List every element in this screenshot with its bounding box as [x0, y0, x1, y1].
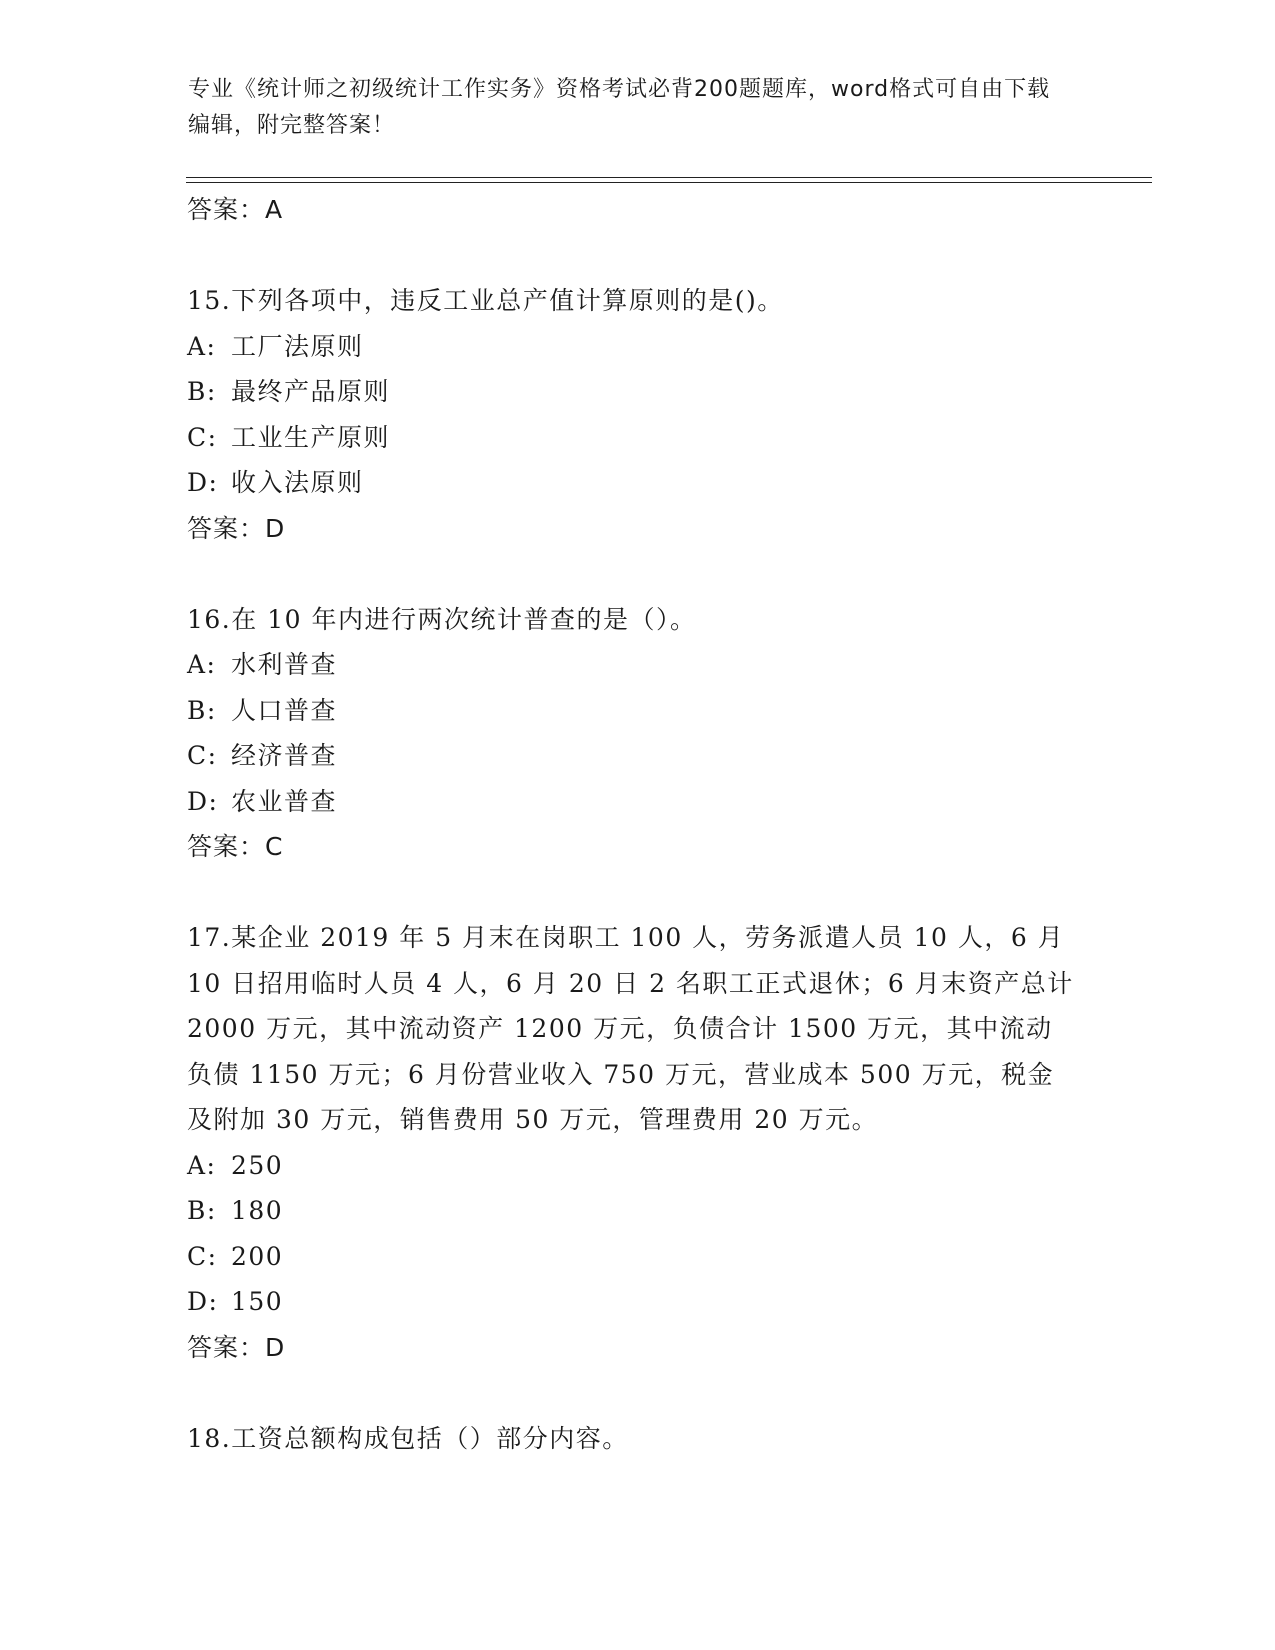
option-text: 收入法原则: [231, 468, 364, 497]
page-header: 专业《统计师之初级统计工作实务》资格考试必背200题题库，word格式可自由下载编辑，附完整答案！: [188, 77, 1051, 138]
document-body: [187, 187, 1077, 1461]
option-letter: B:: [187, 377, 217, 406]
option-letter: C:: [187, 741, 218, 770]
option-a: [187, 642, 1077, 688]
option-text: 最终产品原则: [231, 377, 391, 406]
option-text: 人口普查: [231, 695, 338, 725]
option-b: [187, 688, 1077, 734]
option-text: 经济普查: [231, 741, 338, 770]
question-stem: 15.下列各项中，违反工业总产值计算原则的是()。: [187, 286, 784, 315]
option-text: 水利普查: [231, 650, 338, 679]
option-c: [187, 733, 1077, 779]
option-text: 农业普查: [231, 786, 338, 816]
header-divider: [186, 177, 1152, 183]
answer-line: 答案：A: [187, 195, 284, 224]
option-letter: D:: [187, 786, 219, 816]
option-text: 200: [231, 1241, 284, 1271]
option-letter: C:: [187, 422, 218, 452]
option-d: [187, 779, 1077, 825]
option-text: 180: [231, 1196, 284, 1225]
option-text: 150: [231, 1287, 284, 1316]
option-letter: A:: [187, 331, 217, 361]
option-c: [187, 1234, 1077, 1280]
option-letter: B:: [187, 695, 217, 725]
option-a: [187, 1143, 1077, 1189]
option-b: [187, 369, 1077, 415]
option-text: 工厂法原则: [231, 331, 364, 361]
answer-line: 答案：D: [187, 1332, 286, 1362]
option-d: [187, 460, 1077, 506]
option-letter: A:: [187, 650, 217, 679]
question-17: [187, 915, 1077, 1370]
question-18: [187, 1416, 1077, 1462]
question-stem: 17.某企业 2019 年 5 月末在岗职工 100 人，劳务派遣人员 10 人，6 月 10 日招用临时人员 4 人，6 月 20 日 2 名职工正式退休；6 月末资产总计 2000 万元，其中流动资产 1200 万元，负债合计 1500 万元，其中流动负债 1150 万元；6 月份营业收入 750 万元，营业成本 500 万元，税金及附加 30 万元，销售费用 50 万元，管理费用 20 万元。: [187, 923, 1074, 1134]
option-text: 250: [231, 1150, 284, 1180]
option-letter: B:: [187, 1196, 217, 1225]
answer-line: 答案：C: [187, 832, 284, 861]
option-letter: A:: [187, 1150, 217, 1180]
answer-line: 答案：D: [187, 513, 286, 543]
option-c: [187, 415, 1077, 461]
option-d: [187, 1279, 1077, 1325]
option-text: 工业生产原则: [231, 422, 391, 452]
question-16: [187, 597, 1077, 870]
option-letter: D:: [187, 1287, 219, 1316]
question-stem: 16.在 10 年内进行两次统计普查的是（）。: [187, 604, 697, 634]
question-stem: 18.工资总额构成包括（）部分内容。: [187, 1423, 629, 1453]
option-letter: C:: [187, 1241, 218, 1271]
option-b: [187, 1188, 1077, 1234]
option-letter: D:: [187, 468, 219, 497]
option-a: [187, 324, 1077, 370]
question-15: [187, 278, 1077, 551]
